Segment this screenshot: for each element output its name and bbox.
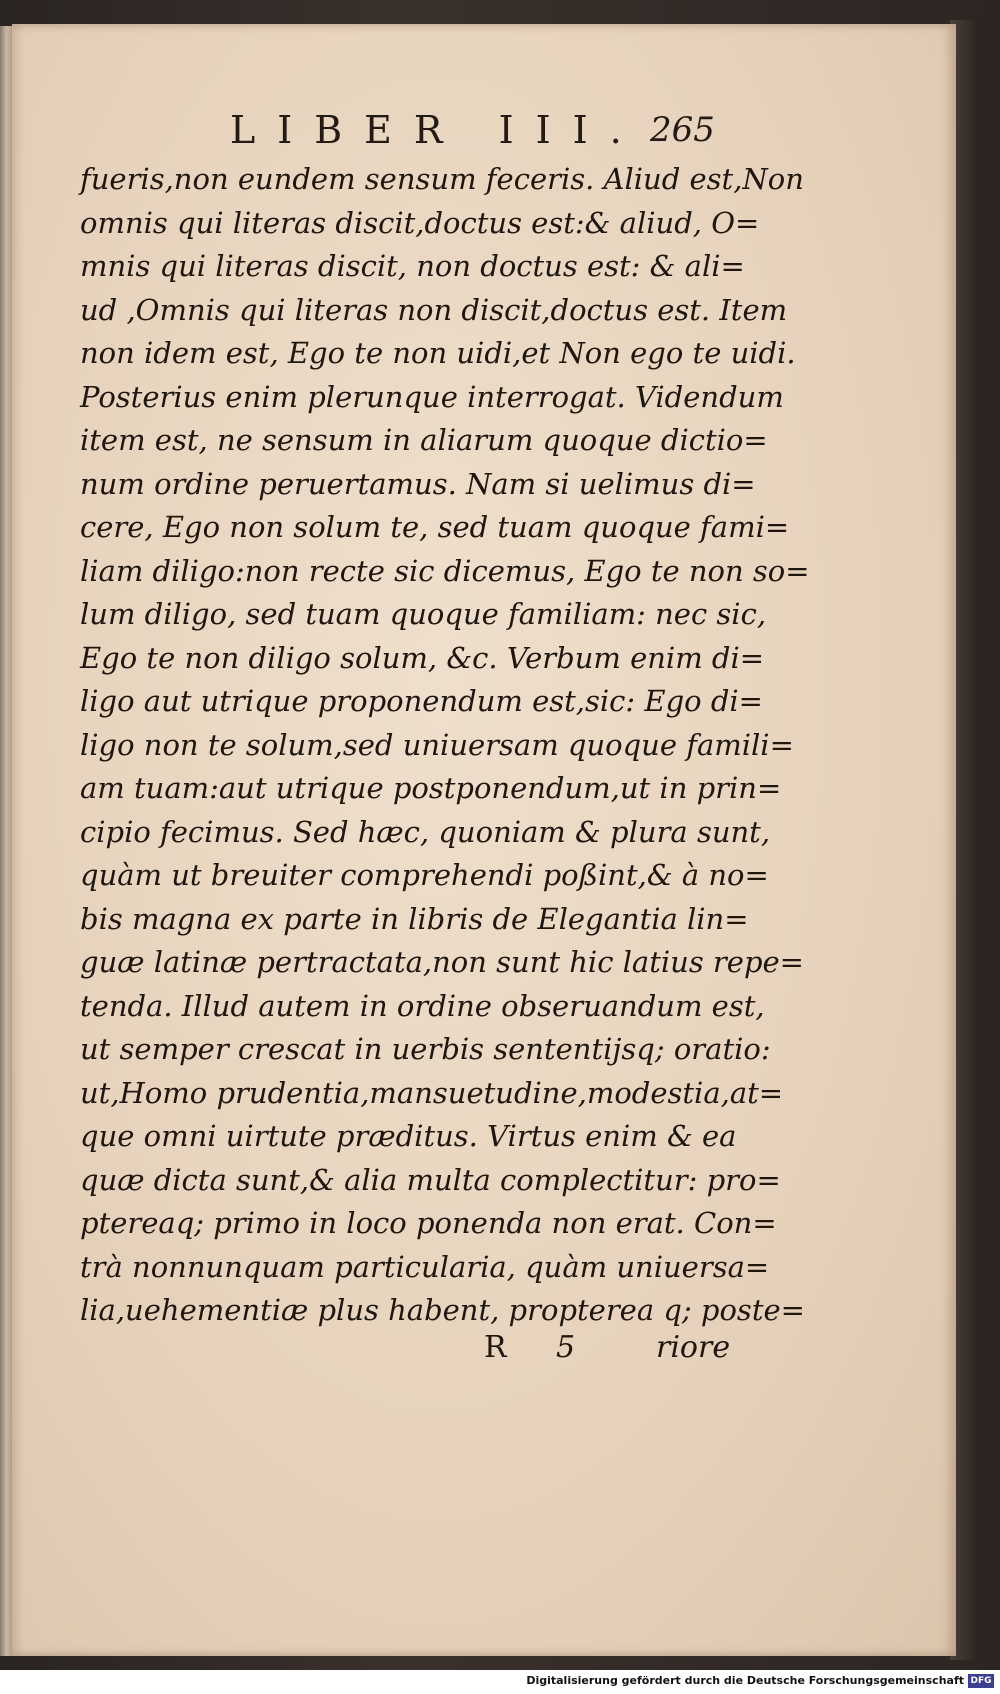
text-line: tenda. Illud autem in ordine obseruandum est, (80, 988, 765, 1023)
text-line: cere, Ego non solum te, sed tuam quoque fami= (80, 510, 790, 544)
text-line: non idem est, Ego te non uidi,et Non ego te uidi. (80, 336, 796, 370)
text-line: ligo non te solum,sed uniuersam quoque famili= (80, 727, 794, 762)
text-line: ut semper crescat in uerbis sententijsq; oratio: (80, 1032, 771, 1066)
text-line: fueris,non eundem sensum feceris. Aliud est,Non (80, 162, 804, 196)
running-head: LIBER III. (230, 108, 644, 152)
text-line: ptereaq; primo in loco ponenda non erat. Con= (80, 1206, 777, 1240)
page-footer (470, 1330, 730, 1374)
text-line: guæ latinæ pertractata,non sunt hic latius repe= (80, 945, 804, 979)
dfg-logo-icon: DFG (968, 1674, 994, 1688)
text-line: quæ dicta sunt,& alia multa complectitur: pro= (80, 1162, 781, 1197)
text-line: liam diligo:non recte sic dicemus, Ego te non so= (80, 553, 810, 588)
text-line: num ordine peruertamus. Nam si uelimus di= (80, 466, 756, 501)
text-line: cipio fecimus. Sed hæc, quoniam & plura sunt, (80, 814, 771, 849)
credit-bar (0, 1670, 1000, 1694)
text-line: ut,Homo prudentia,mansuetudine,modestia,at= (80, 1075, 784, 1110)
catchword: riore (656, 1330, 731, 1365)
page-header (210, 108, 730, 160)
text-line: bis magna ex parte in libris de Elegantia lin= (80, 901, 749, 936)
text-line: omnis qui literas discit,doctus est:& aliud, O= (80, 205, 760, 240)
text-line: quàm ut breuiter comprehendi poßint,& à no= (80, 858, 769, 892)
text-line: que omni uirtute præditus. Virtus enim & ea (80, 1119, 737, 1153)
text-line: item est, ne sensum in aliarum quoque dictio= (80, 423, 768, 457)
funding-credit: Digitalisierung gefördert durch die Deutsche Forschungsgemeinschaft (526, 1674, 964, 1687)
body-text (80, 158, 810, 1333)
signature-number: 5 (556, 1330, 576, 1365)
text-line: ud ,Omnis qui literas non discit,doctus est. Item (80, 292, 788, 327)
text-line: Posterius enim plerunque interrogat. Videndum (80, 379, 784, 414)
page-number: 265 (650, 110, 715, 150)
text-line: lum diligo, sed tuam quoque familiam: nec sic, (80, 597, 767, 631)
text-line: trà nonnunquam particularia, quàm uniuersa= (80, 1249, 770, 1284)
text-line: lia,uehementiæ plus habent, propterea q; poste= (80, 1293, 805, 1327)
text-line: mnis qui literas discit, non doctus est: & ali= (80, 249, 745, 283)
text-line: ligo aut utrique proponendum est,sic: Ego di= (80, 684, 763, 718)
text-line: Ego te non diligo solum, &c. Verbum enim di= (80, 640, 765, 675)
text-line: am tuam:aut utrique postponendum,ut in prin= (80, 771, 782, 805)
signature-mark: R (484, 1330, 507, 1365)
